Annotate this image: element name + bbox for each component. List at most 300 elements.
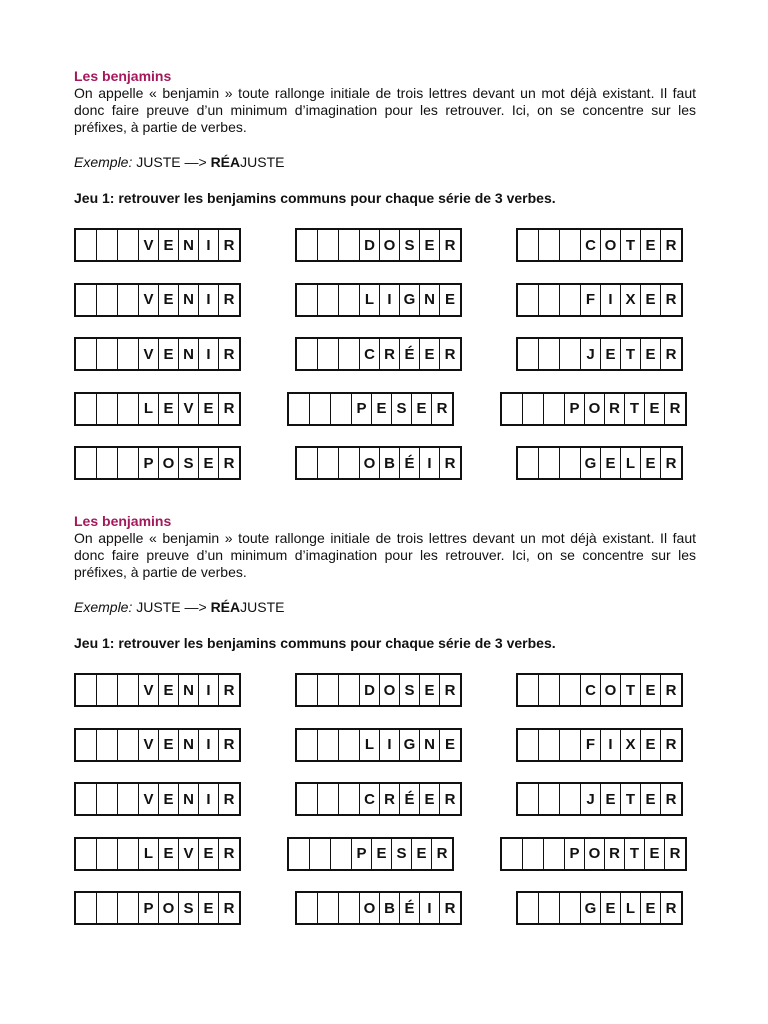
letter-box: E: [372, 394, 392, 424]
letter-box: O: [601, 230, 621, 260]
blank-letter-box[interactable]: [118, 730, 139, 760]
letter-box: V: [139, 339, 159, 369]
letter-box: T: [621, 339, 641, 369]
letter-box: J: [581, 339, 601, 369]
letter-box: I: [199, 730, 219, 760]
letter-box: O: [601, 675, 621, 705]
letter-box: R: [444, 236, 456, 254]
letter-box: E: [199, 448, 219, 478]
blank-letter-box[interactable]: [76, 675, 97, 705]
letter-box: E: [420, 230, 440, 260]
letter-box: R: [669, 400, 681, 417]
letter-box: T: [625, 839, 645, 869]
letter-box: E: [159, 839, 179, 869]
blank-letter-box[interactable]: [560, 675, 581, 705]
word-grid: [500, 392, 687, 426]
letter-box: L: [621, 448, 641, 478]
letter-box: T: [621, 675, 641, 705]
blank-letter-box[interactable]: [502, 394, 523, 424]
word-grid: [287, 837, 454, 871]
blank-letter-box[interactable]: [297, 893, 318, 923]
letter-box: D: [360, 675, 380, 705]
blank-letter-box[interactable]: [118, 339, 139, 369]
blank-letter-box[interactable]: [297, 230, 318, 260]
letter-box: C: [581, 230, 601, 260]
puzzle-row: [74, 728, 714, 762]
letter-box: L: [360, 730, 380, 760]
letter-box: V: [179, 839, 199, 869]
letter-box: R: [665, 291, 677, 308]
blank-letter-box[interactable]: [318, 339, 339, 369]
word-grid: [295, 337, 462, 371]
letter-box: I: [199, 285, 219, 315]
letter-box: T: [621, 784, 641, 814]
blank-letter-box[interactable]: [539, 339, 560, 369]
letter-box: E: [601, 448, 621, 478]
letter-box: I: [420, 893, 440, 923]
letter-box: S: [392, 394, 412, 424]
blank-letter-box[interactable]: [297, 448, 318, 478]
example-prefix: RÉA: [210, 599, 241, 615]
letter-box: J: [581, 784, 601, 814]
letter-box: N: [179, 285, 199, 315]
blank-letter-box[interactable]: [339, 675, 360, 705]
letter-box: I: [199, 339, 219, 369]
letter-box: R: [665, 236, 677, 254]
blank-letter-box[interactable]: [310, 394, 331, 424]
letter-box: V: [139, 230, 159, 260]
example-line: [74, 154, 284, 171]
letter-box: R: [444, 345, 456, 363]
letter-box: E: [601, 339, 621, 369]
letter-box: B: [380, 893, 400, 923]
section-title: Les benjamins: [74, 68, 172, 84]
letter-box: E: [412, 394, 432, 424]
word-grid: [74, 228, 241, 262]
blank-letter-box[interactable]: [297, 675, 318, 705]
word-grid: [74, 392, 241, 426]
letter-box: I: [199, 675, 219, 705]
blank-letter-box[interactable]: [118, 784, 139, 814]
blank-letter-box[interactable]: [518, 230, 539, 260]
letter-box: E: [641, 730, 661, 760]
letter-box: G: [581, 893, 601, 923]
letter-box: V: [139, 784, 159, 814]
letter-box: F: [581, 730, 601, 760]
puzzle-row: [74, 837, 714, 871]
letter-box: N: [179, 675, 199, 705]
blank-letter-box[interactable]: [118, 394, 139, 424]
blank-letter-box[interactable]: [97, 339, 118, 369]
letter-box: O: [159, 893, 179, 923]
word-grid: [74, 283, 241, 317]
letter-box: O: [585, 394, 605, 424]
word-grid: [516, 337, 683, 371]
letter-box: R: [605, 839, 625, 869]
letter-box: R: [223, 899, 235, 917]
game-instruction: Jeu 1: retrouver les benjamins communs pour chaque série de 3 verbes.: [74, 190, 556, 206]
blank-letter-box[interactable]: [76, 285, 97, 315]
blank-letter-box[interactable]: [97, 285, 118, 315]
letter-box: N: [420, 730, 440, 760]
letter-box: D: [360, 230, 380, 260]
blank-letter-box[interactable]: [97, 839, 118, 869]
blank-letter-box[interactable]: [518, 675, 539, 705]
letter-box: B: [380, 448, 400, 478]
word-grid: [295, 446, 462, 480]
blank-letter-box[interactable]: [289, 394, 310, 424]
letter-box: E: [199, 839, 219, 869]
puzzle-row: [74, 782, 714, 816]
letter-box: V: [179, 394, 199, 424]
letter-box: G: [581, 448, 601, 478]
letter-box: E: [601, 893, 621, 923]
letter-box: S: [392, 839, 412, 869]
blank-letter-box[interactable]: [318, 285, 339, 315]
puzzle-row: [74, 446, 714, 480]
letter-box: P: [565, 394, 585, 424]
blank-letter-box[interactable]: [523, 839, 544, 869]
letter-box: E: [444, 291, 455, 308]
letter-box: R: [665, 736, 677, 753]
letter-box: O: [380, 230, 400, 260]
letter-box: N: [179, 339, 199, 369]
word-grid: [295, 283, 462, 317]
letter-box: E: [641, 893, 661, 923]
letter-box: E: [199, 893, 219, 923]
letter-box: R: [380, 784, 400, 814]
blank-letter-box[interactable]: [297, 285, 318, 315]
letter-box: I: [601, 285, 621, 315]
blank-letter-box[interactable]: [560, 448, 581, 478]
word-grid: [74, 837, 241, 871]
letter-box: P: [352, 394, 372, 424]
letter-box: N: [179, 230, 199, 260]
letter-box: O: [159, 448, 179, 478]
letter-box: R: [665, 345, 677, 363]
letter-box: É: [400, 893, 420, 923]
letter-box: I: [380, 285, 400, 315]
letter-box: F: [581, 285, 601, 315]
word-grid: [295, 673, 462, 707]
blank-letter-box[interactable]: [318, 230, 339, 260]
word-grid: [295, 728, 462, 762]
puzzle-section: [74, 68, 696, 478]
blank-letter-box[interactable]: [97, 730, 118, 760]
blank-letter-box[interactable]: [502, 839, 523, 869]
letter-box: I: [601, 730, 621, 760]
blank-letter-box[interactable]: [118, 839, 139, 869]
letter-box: G: [400, 285, 420, 315]
letter-box: S: [179, 448, 199, 478]
puzzle-row: [74, 673, 714, 707]
blank-letter-box[interactable]: [518, 784, 539, 814]
letter-box: E: [412, 839, 432, 869]
letter-box: T: [621, 230, 641, 260]
blank-letter-box[interactable]: [560, 730, 581, 760]
letter-box: E: [420, 784, 440, 814]
letter-box: R: [444, 454, 456, 472]
word-grid: [516, 228, 683, 262]
example-arrow: —>: [184, 599, 207, 615]
letter-box: R: [665, 790, 677, 808]
letter-box: P: [565, 839, 585, 869]
letter-box: E: [641, 230, 661, 260]
letter-box: P: [352, 839, 372, 869]
letter-box: É: [400, 784, 420, 814]
letter-box: É: [400, 339, 420, 369]
word-grid: [74, 728, 241, 762]
blank-letter-box[interactable]: [544, 839, 565, 869]
blank-letter-box[interactable]: [539, 285, 560, 315]
blank-letter-box[interactable]: [560, 230, 581, 260]
blank-letter-box[interactable]: [339, 230, 360, 260]
blank-letter-box[interactable]: [331, 839, 352, 869]
letter-box: E: [641, 448, 661, 478]
letter-box: R: [223, 291, 235, 308]
letter-box: R: [223, 345, 235, 363]
letter-box: É: [400, 448, 420, 478]
example-label: Exemple:: [74, 599, 133, 615]
example-prefix: RÉA: [210, 154, 241, 170]
blank-letter-box[interactable]: [97, 230, 118, 260]
blank-letter-box[interactable]: [539, 730, 560, 760]
blank-letter-box[interactable]: [339, 784, 360, 814]
word-grid: [74, 891, 241, 925]
blank-letter-box[interactable]: [331, 394, 352, 424]
puzzle-row: [74, 228, 714, 262]
blank-letter-box[interactable]: [76, 230, 97, 260]
letter-box: E: [645, 839, 665, 869]
letter-box: O: [380, 675, 400, 705]
word-grid: [287, 392, 454, 426]
blank-letter-box[interactable]: [339, 893, 360, 923]
letter-box: S: [400, 675, 420, 705]
blank-letter-box[interactable]: [97, 448, 118, 478]
letter-box: N: [420, 285, 440, 315]
blank-letter-box[interactable]: [518, 730, 539, 760]
word-grid: [500, 837, 687, 871]
letter-box: E: [159, 285, 179, 315]
blank-letter-box[interactable]: [310, 839, 331, 869]
blank-letter-box[interactable]: [76, 839, 97, 869]
blank-letter-box[interactable]: [318, 730, 339, 760]
letter-box: O: [360, 448, 380, 478]
word-grid: [516, 891, 683, 925]
blank-letter-box[interactable]: [518, 285, 539, 315]
letter-box: I: [199, 784, 219, 814]
letter-box: E: [420, 675, 440, 705]
example-line: [74, 599, 284, 616]
blank-letter-box[interactable]: [76, 394, 97, 424]
letter-box: E: [159, 730, 179, 760]
word-grid: [74, 337, 241, 371]
blank-letter-box[interactable]: [518, 339, 539, 369]
letter-box: E: [641, 675, 661, 705]
example-suffix: JUSTE: [240, 599, 285, 615]
example-word: JUSTE: [136, 599, 181, 615]
letter-box: R: [380, 339, 400, 369]
blank-letter-box[interactable]: [297, 730, 318, 760]
letter-box: E: [645, 394, 665, 424]
blank-letter-box[interactable]: [339, 339, 360, 369]
blank-letter-box[interactable]: [97, 394, 118, 424]
blank-letter-box[interactable]: [318, 675, 339, 705]
letter-box: R: [223, 845, 235, 862]
word-grid: [516, 673, 683, 707]
blank-letter-box[interactable]: [118, 675, 139, 705]
letter-box: E: [159, 394, 179, 424]
word-grid: [295, 782, 462, 816]
letter-box: R: [605, 394, 625, 424]
word-grid: [516, 283, 683, 317]
blank-letter-box[interactable]: [523, 394, 544, 424]
blank-letter-box[interactable]: [118, 230, 139, 260]
letter-box: R: [223, 236, 235, 254]
letter-box: R: [436, 845, 448, 862]
letter-box: P: [139, 448, 159, 478]
blank-letter-box[interactable]: [339, 285, 360, 315]
blank-letter-box[interactable]: [76, 893, 97, 923]
blank-letter-box[interactable]: [318, 448, 339, 478]
puzzle-row: [74, 283, 714, 317]
blank-letter-box[interactable]: [76, 730, 97, 760]
letter-box: V: [139, 285, 159, 315]
section-title: Les benjamins: [74, 513, 172, 529]
blank-letter-box[interactable]: [539, 230, 560, 260]
blank-letter-box[interactable]: [289, 839, 310, 869]
example-label: Exemple:: [74, 154, 133, 170]
letter-box: R: [223, 681, 235, 699]
blank-letter-box[interactable]: [318, 784, 339, 814]
blank-letter-box[interactable]: [76, 784, 97, 814]
word-grid: [74, 782, 241, 816]
letter-box: R: [436, 400, 448, 417]
description-paragraph: On appelle « benjamin » toute rallonge initiale de trois lettres devant un mot déjà existant. Il faut donc faire preuve d’un minimum d’imagination pour les retrouver. Ici, on se concentre sur les préfixes, à partie de verbes.: [74, 85, 696, 135]
letter-box: E: [159, 339, 179, 369]
letter-box: E: [420, 339, 440, 369]
blank-letter-box[interactable]: [97, 675, 118, 705]
letter-box: R: [665, 681, 677, 699]
letter-box: E: [372, 839, 392, 869]
letter-box: C: [581, 675, 601, 705]
blank-letter-box[interactable]: [97, 784, 118, 814]
word-grid: [295, 228, 462, 262]
blank-letter-box[interactable]: [560, 784, 581, 814]
blank-letter-box[interactable]: [318, 893, 339, 923]
letter-box: R: [444, 790, 456, 808]
blank-letter-box[interactable]: [539, 675, 560, 705]
blank-letter-box[interactable]: [97, 893, 118, 923]
letter-box: L: [139, 839, 159, 869]
letter-box: S: [179, 893, 199, 923]
letter-box: C: [360, 339, 380, 369]
word-grid: [516, 782, 683, 816]
letter-box: O: [360, 893, 380, 923]
game-instruction: Jeu 1: retrouver les benjamins communs pour chaque série de 3 verbes.: [74, 635, 556, 651]
blank-letter-box[interactable]: [118, 285, 139, 315]
letter-box: P: [139, 893, 159, 923]
letter-box: N: [179, 730, 199, 760]
letter-box: R: [665, 899, 677, 917]
blank-letter-box[interactable]: [76, 339, 97, 369]
letter-box: E: [199, 394, 219, 424]
blank-letter-box[interactable]: [544, 394, 565, 424]
letter-box: C: [360, 784, 380, 814]
blank-letter-box[interactable]: [118, 893, 139, 923]
letter-box: G: [400, 730, 420, 760]
letter-box: R: [223, 790, 235, 808]
letter-box: E: [641, 784, 661, 814]
letter-box: I: [380, 730, 400, 760]
word-grid: [74, 446, 241, 480]
letter-box: X: [621, 285, 641, 315]
letter-box: L: [621, 893, 641, 923]
letter-box: R: [444, 681, 456, 699]
blank-letter-box[interactable]: [539, 893, 560, 923]
example-arrow: —>: [184, 154, 207, 170]
blank-letter-box[interactable]: [76, 448, 97, 478]
letter-box: N: [179, 784, 199, 814]
letter-box: E: [159, 784, 179, 814]
letter-box: E: [159, 675, 179, 705]
letter-box: I: [199, 230, 219, 260]
blank-letter-box[interactable]: [560, 285, 581, 315]
blank-letter-box[interactable]: [518, 448, 539, 478]
description-paragraph: On appelle « benjamin » toute rallonge initiale de trois lettres devant un mot déjà existant. Il faut donc faire preuve d’un minimum d’imagination pour les retrouver. Ici, on se concentre sur les préfixes, à partie de verbes.: [74, 530, 696, 580]
letter-box: R: [444, 899, 456, 917]
letter-box: V: [139, 730, 159, 760]
blank-letter-box[interactable]: [339, 448, 360, 478]
letter-box: E: [601, 784, 621, 814]
word-grid: [74, 673, 241, 707]
blank-letter-box[interactable]: [339, 730, 360, 760]
letter-box: L: [139, 394, 159, 424]
letter-box: R: [223, 736, 235, 753]
blank-letter-box[interactable]: [539, 784, 560, 814]
word-grid: [516, 446, 683, 480]
blank-letter-box[interactable]: [560, 893, 581, 923]
word-grid: [516, 728, 683, 762]
word-grid: [295, 891, 462, 925]
letter-box: V: [139, 675, 159, 705]
blank-letter-box[interactable]: [560, 339, 581, 369]
blank-letter-box[interactable]: [539, 448, 560, 478]
puzzle-row: [74, 337, 714, 371]
example-word: JUSTE: [136, 154, 181, 170]
puzzle-row: [74, 392, 714, 426]
letter-box: E: [641, 339, 661, 369]
puzzle-section: [74, 513, 696, 923]
blank-letter-box[interactable]: [297, 339, 318, 369]
letter-box: T: [625, 394, 645, 424]
letter-box: R: [669, 845, 681, 862]
letter-box: E: [641, 285, 661, 315]
blank-letter-box[interactable]: [118, 448, 139, 478]
letter-box: E: [159, 230, 179, 260]
letter-box: O: [585, 839, 605, 869]
blank-letter-box[interactable]: [297, 784, 318, 814]
letter-box: L: [360, 285, 380, 315]
blank-letter-box[interactable]: [518, 893, 539, 923]
example-suffix: JUSTE: [240, 154, 285, 170]
letter-box: R: [223, 400, 235, 417]
letter-box: R: [223, 454, 235, 472]
letter-box: E: [444, 736, 455, 753]
letter-box: I: [420, 448, 440, 478]
puzzle-row: [74, 891, 714, 925]
letter-box: S: [400, 230, 420, 260]
